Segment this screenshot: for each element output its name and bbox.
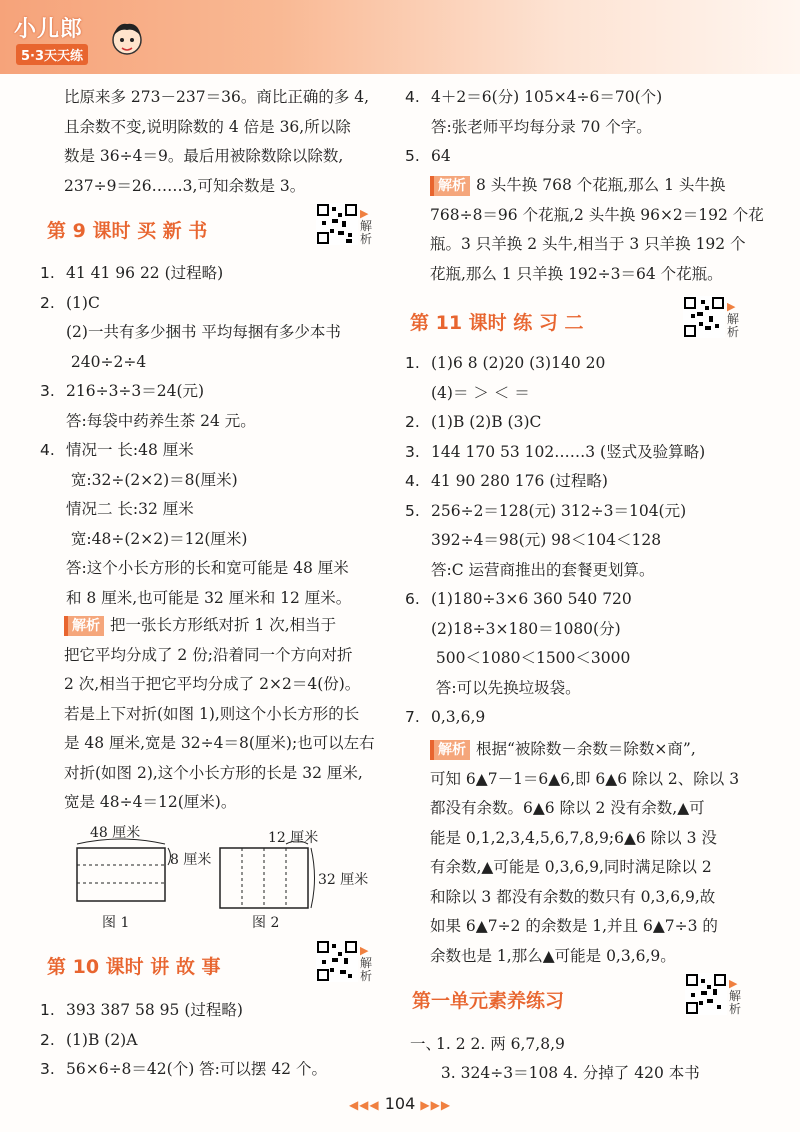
item-text: 情况二 长:32 厘米: [66, 500, 194, 518]
next-arrows-icon: ▶▶▶: [420, 1098, 452, 1112]
item-text: 41 41 96 22 (过程略): [66, 264, 224, 282]
play-icon: ▶: [360, 944, 369, 957]
answer-line: [405, 677, 581, 699]
line-text: 对折(如图 2),这个小长方形的长是 32 厘米,: [64, 763, 363, 782]
item-text: 宽:32÷(2×2)＝8(厘米): [66, 470, 238, 489]
qr-code-lesson10[interactable]: [316, 940, 373, 994]
analysis-line: [64, 614, 336, 636]
line-text: 能是 0,1,2,3,4,5,6,7,8,9;6▲6 除以 3 没: [430, 828, 717, 847]
qr-code-icon: [316, 203, 358, 245]
lesson11-title: 第 11 课时 练 习 二: [410, 312, 584, 334]
item-text: (1)180÷3×6 360 540 720: [431, 590, 632, 608]
item-text: 宽:48÷(2×2)＝12(厘米): [66, 529, 248, 548]
line-text: 都没有余数。6▲6 除以 2 没有余数,▲可: [430, 799, 705, 817]
qr-code-icon: [685, 973, 727, 1015]
analysis-line: [430, 856, 712, 878]
item-number: 4.: [40, 441, 55, 459]
line-text: 余数也是 1,那么▲可能是 0,3,6,9。: [430, 946, 676, 965]
lesson10-title: 第 10 课时 讲 故 事: [47, 956, 221, 978]
qr-code-icon: [316, 940, 358, 982]
item-number: 1.: [40, 1001, 55, 1019]
item-text: 情况一 长:48 厘米: [66, 441, 194, 459]
analysis-line: [430, 827, 717, 849]
brand-name: 小儿郎: [14, 17, 84, 42]
fig1-caption: 图 1: [102, 915, 130, 931]
item-number: 一、: [410, 1035, 442, 1053]
item-text: 答:张老师平均每分录 70 个字。: [431, 117, 652, 136]
answer-line: [405, 588, 632, 610]
analysis-line: [430, 233, 746, 255]
intro-line: [64, 145, 343, 167]
answer-line: [405, 86, 662, 108]
answer-line: [40, 498, 194, 520]
line-text: 和除以 3 都没有余数的数只有 0,3,6,9,故: [430, 887, 716, 906]
fig1-top-label: 48 厘米: [90, 825, 141, 841]
analysis-line: [430, 204, 764, 226]
item-text: 1. 2 2. 两 6,7,8,9: [436, 1035, 565, 1053]
series-name: 5·3天天练: [16, 44, 88, 65]
prev-arrows-icon: ◀◀◀: [348, 1098, 380, 1112]
item-number: 7.: [405, 708, 420, 726]
line-text: 2 次,相当于把它平均分成了 2×2＝4(份)。: [64, 675, 361, 693]
item-text: 144 170 53 102……3 (竖式及验算略): [431, 442, 706, 461]
item-text: 和 8 厘米,也可能是 32 厘米和 12 厘米。: [66, 588, 352, 607]
answer-line: [40, 1029, 137, 1051]
analysis-tag: 解析: [64, 616, 104, 636]
answer-line: [410, 1062, 700, 1084]
item-text: (2)18÷3×180＝1080(分): [431, 619, 621, 638]
play-icon: ▶: [729, 977, 738, 990]
analysis-line: [430, 797, 705, 819]
play-icon: ▶: [360, 207, 369, 220]
analysis-tag: 解析: [430, 740, 470, 760]
qr-code-lesson11[interactable]: [683, 296, 740, 350]
line-text: 瓶。3 只羊换 2 头牛,相当于 3 只羊换 192 个: [430, 235, 746, 253]
item-number: 2.: [40, 1030, 55, 1049]
analysis-line: [64, 732, 375, 754]
analysis-line: [64, 644, 352, 666]
item-text: 答:C 运营商推出的套餐更划算。: [431, 560, 655, 579]
fig2-caption: 图 2: [252, 915, 280, 931]
line-text: 把一张长方形纸对折 1 次,相当于: [110, 616, 337, 634]
line-text: 花瓶,那么 1 只羊换 192÷3＝64 个花瓶。: [430, 264, 723, 283]
answer-line: [405, 382, 530, 404]
analysis-line: [430, 915, 718, 937]
answer-line: [40, 1058, 327, 1080]
answer-line: [405, 441, 705, 463]
item-text: 答:这个小长方形的长和宽可能是 48 厘米: [66, 559, 349, 577]
analysis-line: [430, 886, 715, 908]
answer-line: [40, 587, 351, 609]
item-text: (1)6 8 (2)20 (3)140 20: [431, 354, 606, 372]
item-text: 64: [431, 147, 451, 165]
intro-line: [64, 116, 351, 138]
qr-label: ▶解析: [360, 207, 373, 246]
qr-code-lesson9[interactable]: [316, 203, 373, 257]
qr-code-icon: [683, 296, 725, 338]
line-text: 且余数不变,说明除数的 4 倍是 36,所以除: [64, 117, 351, 136]
answer-line: [40, 380, 204, 402]
item-number: 3.: [40, 382, 55, 400]
analysis-line: [430, 263, 723, 285]
item-text: 500＜1080＜1500＜3000: [431, 649, 631, 667]
line-text: 比原来多 273－237＝36。商比正确的多 4,: [64, 88, 370, 106]
analysis-line: [430, 174, 725, 196]
analysis-line: [64, 703, 359, 725]
answer-line: [40, 528, 247, 550]
item-text: 4＋2＝6(分) 105×4÷6＝70(个): [431, 88, 663, 106]
fig1-rect: [77, 848, 165, 901]
page-footer: [0, 1094, 800, 1113]
item-text: 41 90 280 176 (过程略): [431, 472, 608, 490]
item-number: 5.: [405, 147, 420, 165]
item-text: (2)一共有多少捆书 平均每捆有多少本书: [66, 323, 341, 341]
lesson9-title: 第 9 课时 买 新 书: [47, 220, 208, 242]
line-text: 是 48 厘米,宽是 32÷4＝8(厘米);也可以左右: [64, 734, 375, 752]
play-icon: ▶: [727, 300, 736, 313]
item-text: 256÷2＝128(元) 312÷3＝104(元): [431, 501, 687, 520]
line-text: 有余数,▲可能是 0,3,6,9,同时满足除以 2: [430, 858, 712, 876]
analysis-tag: 解析: [430, 176, 470, 196]
item-number: 4.: [405, 88, 420, 106]
analysis-line: [430, 768, 739, 790]
unit1-title: 第一单元素养练习: [412, 990, 565, 1012]
fig1-side-label: 8 厘米: [170, 852, 212, 868]
fig2-top-label: 12 厘米: [268, 830, 319, 846]
fig2-side-label: 32 厘米: [318, 872, 369, 888]
answer-line: [40, 351, 146, 373]
answer-line: [405, 647, 630, 669]
answer-line: [40, 292, 100, 314]
answer-line: [410, 1033, 565, 1055]
item-number: 2.: [40, 293, 55, 312]
qr-label: ▶解析: [360, 944, 373, 983]
line-text: 如果 6▲7÷2 的余数是 1,并且 6▲7÷3 的: [430, 917, 718, 935]
line-text: 若是上下对折(如图 1),则这个小长方形的长: [64, 704, 360, 723]
answer-line: [40, 321, 341, 343]
line-text: 768÷8＝96 个花瓶,2 头牛换 96×2＝192 个花: [430, 205, 764, 224]
item-text: 393 387 58 95 (过程略): [66, 1001, 243, 1019]
item-text: 56×6÷8＝42(个) 答:可以摆 42 个。: [66, 1060, 327, 1078]
analysis-line: [64, 762, 363, 784]
line-text: 宽是 48÷4＝12(厘米)。: [64, 793, 237, 811]
page-number: 104: [384, 1094, 416, 1113]
answer-line: [40, 469, 238, 491]
analysis-line: [430, 738, 696, 760]
line-text: 数是 36÷4＝9。最后用被除数除以除数,: [64, 147, 344, 165]
item-text: 240÷2÷4: [66, 352, 147, 371]
answer-line: [405, 618, 621, 640]
analysis-line: [430, 945, 676, 967]
item-number: 1.: [405, 354, 420, 372]
line-text: 把它平均分成了 2 份;沿着同一个方向对折: [64, 645, 353, 664]
answer-line: [405, 352, 605, 374]
answer-line: [40, 439, 194, 461]
item-text: (1)C: [66, 293, 100, 312]
item-text: (4)＝ ＞ ＜ ＝: [431, 383, 530, 402]
intro-line: [64, 86, 369, 108]
answer-line: [405, 500, 686, 522]
intro-line: [64, 175, 305, 197]
mascot-icon: [108, 18, 146, 60]
fig2-brace-side: [311, 848, 315, 908]
answer-line: [405, 145, 451, 167]
item-number: 3.: [40, 1060, 55, 1078]
item-text: (1)B (2)B (3)C: [431, 413, 542, 431]
item-number: 4.: [405, 472, 420, 490]
answer-line: [40, 557, 349, 579]
item-text: 392÷4＝98(元) 98＜104＜128: [431, 531, 662, 549]
item-text: (1)B (2)A: [66, 1030, 138, 1049]
answer-line: [405, 470, 608, 492]
item-text: 216÷3÷3＝24(元): [66, 382, 205, 400]
qr-label: ▶解析: [729, 977, 742, 1016]
item-number: 6.: [405, 590, 420, 608]
answer-line: [405, 706, 485, 728]
analysis-line: [64, 791, 236, 813]
item-number: 1.: [40, 264, 55, 282]
item-number: 2.: [405, 413, 420, 431]
item-text: 答:可以先换垃圾袋。: [431, 678, 581, 697]
line-text: 237÷9＝26……3,可知余数是 3。: [64, 176, 306, 195]
item-text: 0,3,6,9: [431, 708, 486, 726]
answer-line: [405, 116, 652, 138]
answer-line: [40, 410, 256, 432]
qr-code-unit1[interactable]: [685, 973, 742, 1027]
line-text: 8 头牛换 768 个花瓶,那么 1 头牛换: [476, 176, 726, 194]
answer-line: [405, 411, 541, 433]
line-text: 根据“被除数－余数＝除数×商”,: [476, 740, 696, 758]
line-text: 可知 6▲7－1＝6▲6,即 6▲6 除以 2、除以 3: [430, 769, 740, 788]
item-number: 3.: [405, 442, 420, 461]
item-text: 3. 324÷3＝108 4. 分掉了 420 本书: [436, 1064, 700, 1082]
answer-line: [40, 262, 223, 284]
item-number: 5.: [405, 501, 420, 520]
item-text: 答:每袋中药养生茶 24 元。: [66, 411, 256, 430]
answer-line: [40, 999, 243, 1021]
analysis-line: [64, 673, 360, 695]
brand-logo: [14, 8, 154, 70]
answer-line: [405, 559, 655, 581]
answer-line: [405, 529, 661, 551]
qr-label: ▶解析: [727, 300, 740, 339]
